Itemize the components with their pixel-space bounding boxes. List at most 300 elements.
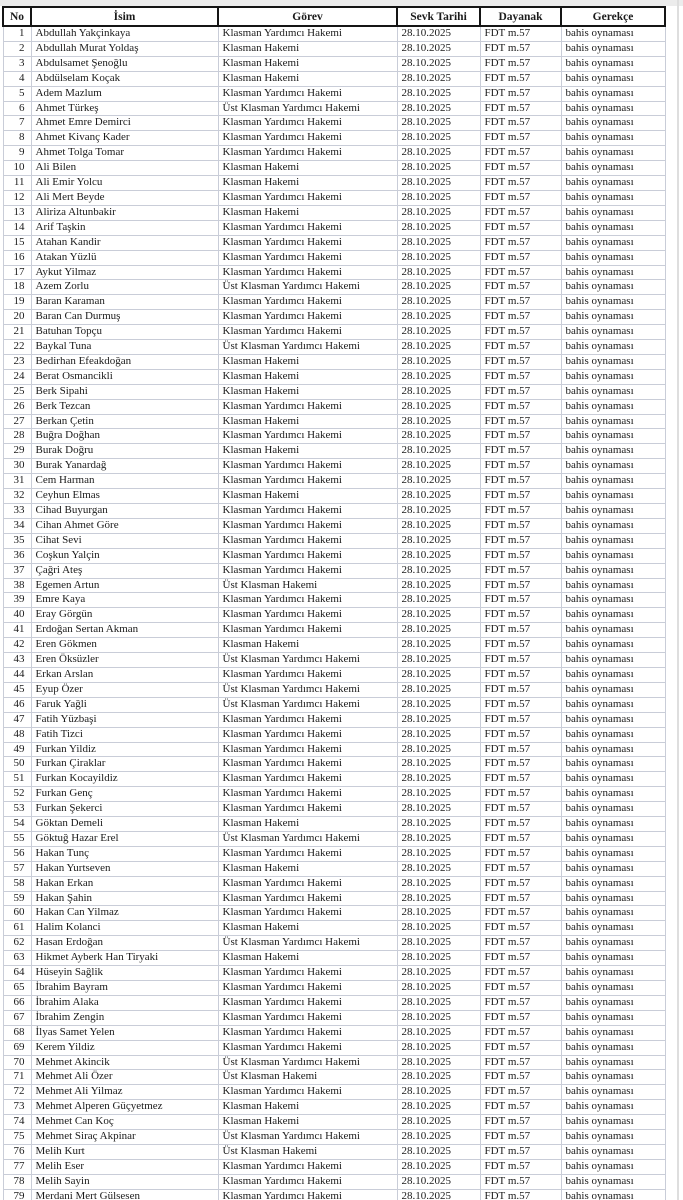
cell-gerekce: bahis oynaması <box>561 310 665 325</box>
cell-dayanak: FDT m.57 <box>480 593 561 608</box>
cell-isim: Eren Gökmen <box>31 638 218 653</box>
cell-gerekce: bahis oynaması <box>561 340 665 355</box>
cell-gerekce: bahis oynaması <box>561 444 665 459</box>
cell-gerekce: bahis oynaması <box>561 161 665 176</box>
cell-gerekce: bahis oynaması <box>561 1025 665 1040</box>
cell-gerekce: bahis oynaması <box>561 1070 665 1085</box>
cell-isim: Batuhan Topçu <box>31 325 218 340</box>
table-row <box>3 414 665 429</box>
cell-dayanak: FDT m.57 <box>480 131 561 146</box>
cell-isim: Abdullah Murat Yoldaş <box>31 41 218 56</box>
cell-sevk-tarihi: 28.10.2025 <box>397 1174 480 1189</box>
cell-dayanak: FDT m.57 <box>480 682 561 697</box>
cell-gorev: Klasman Yardımcı Hakemi <box>218 235 397 250</box>
cell-gorev: Klasman Yardımcı Hakemi <box>218 995 397 1010</box>
cell-dayanak: FDT m.57 <box>480 101 561 116</box>
cell-isim: Mehmet Akincik <box>31 1055 218 1070</box>
table-row <box>3 712 665 727</box>
cell-dayanak: FDT m.57 <box>480 802 561 817</box>
cell-no: 8 <box>3 131 31 146</box>
cell-no: 70 <box>3 1055 31 1070</box>
table-row <box>3 161 665 176</box>
cell-no: 71 <box>3 1070 31 1085</box>
cell-gorev: Klasman Yardımcı Hakemi <box>218 86 397 101</box>
cell-no: 16 <box>3 250 31 265</box>
cell-sevk-tarihi: 28.10.2025 <box>397 190 480 205</box>
cell-gerekce: bahis oynaması <box>561 921 665 936</box>
cell-dayanak: FDT m.57 <box>480 26 561 41</box>
table-row <box>3 578 665 593</box>
cell-isim: Mehmet Siraç Akpinar <box>31 1130 218 1145</box>
cell-gerekce: bahis oynaması <box>561 26 665 41</box>
cell-gerekce: bahis oynaması <box>561 280 665 295</box>
cell-no: 46 <box>3 697 31 712</box>
cell-isim: Ali Bilen <box>31 161 218 176</box>
table-row <box>3 205 665 220</box>
cell-gerekce: bahis oynaması <box>561 638 665 653</box>
cell-no: 18 <box>3 280 31 295</box>
cell-isim: Mehmet Can Koç <box>31 1115 218 1130</box>
cell-gorev: Klasman Yardımcı Hakemi <box>218 459 397 474</box>
cell-sevk-tarihi: 28.10.2025 <box>397 712 480 727</box>
cell-sevk-tarihi: 28.10.2025 <box>397 638 480 653</box>
cell-dayanak: FDT m.57 <box>480 846 561 861</box>
cell-sevk-tarihi: 28.10.2025 <box>397 235 480 250</box>
cell-gorev: Klasman Hakemi <box>218 951 397 966</box>
cell-dayanak: FDT m.57 <box>480 936 561 951</box>
cell-gorev: Klasman Yardımcı Hakemi <box>218 548 397 563</box>
cell-gerekce: bahis oynaması <box>561 727 665 742</box>
cell-gorev: Klasman Yardımcı Hakemi <box>218 1174 397 1189</box>
cell-sevk-tarihi: 28.10.2025 <box>397 146 480 161</box>
cell-isim: Hakan Şahin <box>31 891 218 906</box>
table-row <box>3 265 665 280</box>
cell-no: 6 <box>3 101 31 116</box>
cell-gorev: Klasman Yardımcı Hakemi <box>218 146 397 161</box>
table-row <box>3 667 665 682</box>
cell-gerekce: bahis oynaması <box>561 1010 665 1025</box>
cell-gorev: Klasman Yardımcı Hakemi <box>218 742 397 757</box>
cell-gerekce: bahis oynaması <box>561 891 665 906</box>
cell-no: 37 <box>3 563 31 578</box>
cell-isim: Faruk Yağli <box>31 697 218 712</box>
cell-gorev: Klasman Hakemi <box>218 444 397 459</box>
page-edge-line <box>677 0 679 1200</box>
cell-no: 29 <box>3 444 31 459</box>
cell-sevk-tarihi: 28.10.2025 <box>397 1130 480 1145</box>
cell-gorev: Üst Klasman Yardımcı Hakemi <box>218 280 397 295</box>
table-row <box>3 936 665 951</box>
table-row <box>3 757 665 772</box>
cell-no: 26 <box>3 399 31 414</box>
cell-no: 36 <box>3 548 31 563</box>
table-row <box>3 295 665 310</box>
cell-no: 67 <box>3 1010 31 1025</box>
cell-gerekce: bahis oynaması <box>561 742 665 757</box>
cell-isim: İbrahim Alaka <box>31 995 218 1010</box>
cell-sevk-tarihi: 28.10.2025 <box>397 220 480 235</box>
cell-isim: Hakan Erkan <box>31 876 218 891</box>
cell-sevk-tarihi: 28.10.2025 <box>397 697 480 712</box>
cell-dayanak: FDT m.57 <box>480 474 561 489</box>
cell-gerekce: bahis oynaması <box>561 772 665 787</box>
cell-dayanak: FDT m.57 <box>480 787 561 802</box>
table-row <box>3 250 665 265</box>
cell-gorev: Klasman Yardımcı Hakemi <box>218 116 397 131</box>
table-row <box>3 56 665 71</box>
cell-isim: Eyup Özer <box>31 682 218 697</box>
cell-sevk-tarihi: 28.10.2025 <box>397 116 480 131</box>
cell-dayanak: FDT m.57 <box>480 533 561 548</box>
cell-sevk-tarihi: 28.10.2025 <box>397 608 480 623</box>
cell-gerekce: bahis oynaması <box>561 325 665 340</box>
cell-isim: Hikmet Ayberk Han Tiryaki <box>31 951 218 966</box>
table-row <box>3 876 665 891</box>
cell-gerekce: bahis oynaması <box>561 861 665 876</box>
cell-isim: Ahmet Türkeş <box>31 101 218 116</box>
cell-gorev: Klasman Yardımcı Hakemi <box>218 1040 397 1055</box>
cell-gerekce: bahis oynaması <box>561 265 665 280</box>
cell-gerekce: bahis oynaması <box>561 608 665 623</box>
cell-gorev: Klasman Hakemi <box>218 1100 397 1115</box>
cell-no: 59 <box>3 891 31 906</box>
cell-sevk-tarihi: 28.10.2025 <box>397 280 480 295</box>
cell-no: 5 <box>3 86 31 101</box>
table-row <box>3 697 665 712</box>
cell-gerekce: bahis oynaması <box>561 846 665 861</box>
cell-sevk-tarihi: 28.10.2025 <box>397 474 480 489</box>
table-row <box>3 86 665 101</box>
table-row <box>3 817 665 832</box>
table-row <box>3 1144 665 1159</box>
cell-sevk-tarihi: 28.10.2025 <box>397 429 480 444</box>
cell-gerekce: bahis oynaması <box>561 906 665 921</box>
cell-isim: Furkan Şekerci <box>31 802 218 817</box>
table-row <box>3 235 665 250</box>
cell-dayanak: FDT m.57 <box>480 340 561 355</box>
cell-dayanak: FDT m.57 <box>480 176 561 191</box>
cell-gorev: Üst Klasman Yardımcı Hakemi <box>218 653 397 668</box>
cell-dayanak: FDT m.57 <box>480 653 561 668</box>
cell-sevk-tarihi: 28.10.2025 <box>397 981 480 996</box>
table-row <box>3 429 665 444</box>
table-row <box>3 1159 665 1174</box>
cell-gerekce: bahis oynaması <box>561 1144 665 1159</box>
cell-sevk-tarihi: 28.10.2025 <box>397 71 480 86</box>
cell-sevk-tarihi: 28.10.2025 <box>397 325 480 340</box>
cell-gorev: Klasman Yardımcı Hakemi <box>218 26 397 41</box>
cell-dayanak: FDT m.57 <box>480 235 561 250</box>
cell-dayanak: FDT m.57 <box>480 1174 561 1189</box>
cell-isim: Atahan Kandir <box>31 235 218 250</box>
cell-sevk-tarihi: 28.10.2025 <box>397 1010 480 1025</box>
cell-sevk-tarihi: 28.10.2025 <box>397 340 480 355</box>
cell-isim: Furkan Yildiz <box>31 742 218 757</box>
cell-isim: Hüseyin Sağlik <box>31 966 218 981</box>
cell-isim: Furkan Genç <box>31 787 218 802</box>
cell-dayanak: FDT m.57 <box>480 429 561 444</box>
cell-dayanak: FDT m.57 <box>480 966 561 981</box>
cell-gorev: Klasman Yardımcı Hakemi <box>218 295 397 310</box>
cell-dayanak: FDT m.57 <box>480 41 561 56</box>
table-row <box>3 861 665 876</box>
cell-gerekce: bahis oynaması <box>561 593 665 608</box>
table-row <box>3 653 665 668</box>
cell-no: 28 <box>3 429 31 444</box>
cell-dayanak: FDT m.57 <box>480 697 561 712</box>
cell-sevk-tarihi: 28.10.2025 <box>397 861 480 876</box>
cell-isim: Abdülselam Koçak <box>31 71 218 86</box>
cell-dayanak: FDT m.57 <box>480 981 561 996</box>
cell-gerekce: bahis oynaması <box>561 1055 665 1070</box>
cell-sevk-tarihi: 28.10.2025 <box>397 131 480 146</box>
cell-no: 13 <box>3 205 31 220</box>
table-row <box>3 399 665 414</box>
cell-isim: Furkan Kocayildiz <box>31 772 218 787</box>
cell-no: 15 <box>3 235 31 250</box>
cell-dayanak: FDT m.57 <box>480 817 561 832</box>
cell-gorev: Üst Klasman Hakemi <box>218 1144 397 1159</box>
cell-gorev: Klasman Yardımcı Hakemi <box>218 474 397 489</box>
table-row <box>3 682 665 697</box>
cell-no: 77 <box>3 1159 31 1174</box>
table-row <box>3 489 665 504</box>
cell-gorev: Klasman Hakemi <box>218 921 397 936</box>
cell-dayanak: FDT m.57 <box>480 146 561 161</box>
cell-gerekce: bahis oynaması <box>561 995 665 1010</box>
table-row <box>3 1100 665 1115</box>
cell-isim: Hakan Can Yilmaz <box>31 906 218 921</box>
cell-no: 39 <box>3 593 31 608</box>
cell-gorev: Üst Klasman Hakemi <box>218 578 397 593</box>
cell-sevk-tarihi: 28.10.2025 <box>397 742 480 757</box>
cell-gorev: Klasman Yardımcı Hakemi <box>218 623 397 638</box>
cell-gorev: Üst Klasman Yardımcı Hakemi <box>218 697 397 712</box>
cell-no: 56 <box>3 846 31 861</box>
cell-gerekce: bahis oynaması <box>561 682 665 697</box>
table-header <box>3 7 665 26</box>
cell-isim: Hasan Erdoğan <box>31 936 218 951</box>
table-row <box>3 369 665 384</box>
cell-gerekce: bahis oynaması <box>561 981 665 996</box>
cell-gerekce: bahis oynaması <box>561 131 665 146</box>
cell-isim: Abdulsamet Şenoğlu <box>31 56 218 71</box>
cell-sevk-tarihi: 28.10.2025 <box>397 369 480 384</box>
cell-no: 50 <box>3 757 31 772</box>
cell-no: 48 <box>3 727 31 742</box>
cell-isim: Melih Sayin <box>31 1174 218 1189</box>
cell-no: 61 <box>3 921 31 936</box>
cell-dayanak: FDT m.57 <box>480 1100 561 1115</box>
cell-gerekce: bahis oynaması <box>561 817 665 832</box>
cell-sevk-tarihi: 28.10.2025 <box>397 563 480 578</box>
cell-gerekce: bahis oynaması <box>561 787 665 802</box>
cell-sevk-tarihi: 28.10.2025 <box>397 265 480 280</box>
cell-isim: Arif Taşkin <box>31 220 218 235</box>
cell-sevk-tarihi: 28.10.2025 <box>397 176 480 191</box>
table-row <box>3 906 665 921</box>
cell-dayanak: FDT m.57 <box>480 623 561 638</box>
cell-gerekce: bahis oynaması <box>561 518 665 533</box>
table-row <box>3 41 665 56</box>
table-row <box>3 71 665 86</box>
cell-no: 31 <box>3 474 31 489</box>
cell-no: 65 <box>3 981 31 996</box>
cell-gorev: Üst Klasman Yardımcı Hakemi <box>218 936 397 951</box>
cell-gorev: Klasman Hakemi <box>218 354 397 369</box>
cell-gerekce: bahis oynaması <box>561 414 665 429</box>
cell-sevk-tarihi: 28.10.2025 <box>397 86 480 101</box>
cell-dayanak: FDT m.57 <box>480 295 561 310</box>
cell-isim: Buğra Doğhan <box>31 429 218 444</box>
cell-sevk-tarihi: 28.10.2025 <box>397 414 480 429</box>
cell-no: 4 <box>3 71 31 86</box>
cell-sevk-tarihi: 28.10.2025 <box>397 787 480 802</box>
cell-gorev: Üst Klasman Yardımcı Hakemi <box>218 101 397 116</box>
cell-gerekce: bahis oynaması <box>561 548 665 563</box>
cell-gerekce: bahis oynaması <box>561 1174 665 1189</box>
cell-isim: Mehmet Alperen Güçyetmez <box>31 1100 218 1115</box>
table-row <box>3 533 665 548</box>
cell-isim: Fatih Yüzbaşi <box>31 712 218 727</box>
cell-no: 40 <box>3 608 31 623</box>
cell-isim: Mehmet Ali Özer <box>31 1070 218 1085</box>
cell-isim: Ceyhun Elmas <box>31 489 218 504</box>
cell-sevk-tarihi: 28.10.2025 <box>397 444 480 459</box>
cell-no: 51 <box>3 772 31 787</box>
cell-no: 21 <box>3 325 31 340</box>
cell-sevk-tarihi: 28.10.2025 <box>397 951 480 966</box>
cell-gerekce: bahis oynaması <box>561 1159 665 1174</box>
cell-dayanak: FDT m.57 <box>480 71 561 86</box>
cell-isim: Eray Görgün <box>31 608 218 623</box>
cell-gorev: Klasman Yardımcı Hakemi <box>218 593 397 608</box>
cell-sevk-tarihi: 28.10.2025 <box>397 101 480 116</box>
cell-gerekce: bahis oynaması <box>561 533 665 548</box>
table-row <box>3 1130 665 1145</box>
cell-no: 7 <box>3 116 31 131</box>
cell-dayanak: FDT m.57 <box>480 861 561 876</box>
table-row <box>3 444 665 459</box>
table-row <box>3 1025 665 1040</box>
cell-dayanak: FDT m.57 <box>480 116 561 131</box>
cell-gerekce: bahis oynaması <box>561 41 665 56</box>
cell-no: 23 <box>3 354 31 369</box>
cell-dayanak: FDT m.57 <box>480 280 561 295</box>
cell-no: 32 <box>3 489 31 504</box>
cell-gerekce: bahis oynaması <box>561 489 665 504</box>
cell-gerekce: bahis oynaması <box>561 563 665 578</box>
cell-gorev: Klasman Yardımcı Hakemi <box>218 876 397 891</box>
table-row <box>3 220 665 235</box>
cell-dayanak: FDT m.57 <box>480 220 561 235</box>
cell-dayanak: FDT m.57 <box>480 1040 561 1055</box>
cell-no: 47 <box>3 712 31 727</box>
cell-isim: Ali Emir Yolcu <box>31 176 218 191</box>
cell-gorev: Klasman Yardımcı Hakemi <box>218 429 397 444</box>
cell-dayanak: FDT m.57 <box>480 265 561 280</box>
cell-gorev: Klasman Yardımcı Hakemi <box>218 667 397 682</box>
cell-gorev: Klasman Hakemi <box>218 817 397 832</box>
cell-gerekce: bahis oynaması <box>561 578 665 593</box>
table-row <box>3 623 665 638</box>
cell-isim: Hakan Tunç <box>31 846 218 861</box>
table-row <box>3 891 665 906</box>
cell-sevk-tarihi: 28.10.2025 <box>397 161 480 176</box>
cell-sevk-tarihi: 28.10.2025 <box>397 995 480 1010</box>
cell-isim: Baran Can Durmuş <box>31 310 218 325</box>
cell-dayanak: FDT m.57 <box>480 369 561 384</box>
cell-gerekce: bahis oynaması <box>561 831 665 846</box>
cell-isim: Coşkun Yalçin <box>31 548 218 563</box>
cell-gerekce: bahis oynaması <box>561 190 665 205</box>
table-row <box>3 26 665 41</box>
cell-no: 17 <box>3 265 31 280</box>
cell-gerekce: bahis oynaması <box>561 876 665 891</box>
cell-isim: Göktuğ Hazar Erel <box>31 831 218 846</box>
cell-gerekce: bahis oynaması <box>561 86 665 101</box>
table-row <box>3 459 665 474</box>
cell-no: 20 <box>3 310 31 325</box>
cell-no: 30 <box>3 459 31 474</box>
cell-sevk-tarihi: 28.10.2025 <box>397 354 480 369</box>
cell-no: 3 <box>3 56 31 71</box>
cell-sevk-tarihi: 28.10.2025 <box>397 504 480 519</box>
cell-gorev: Klasman Yardımcı Hakemi <box>218 310 397 325</box>
cell-isim: Emre Kaya <box>31 593 218 608</box>
cell-isim: Ali Mert Beyde <box>31 190 218 205</box>
table-row <box>3 1055 665 1070</box>
cell-dayanak: FDT m.57 <box>480 1085 561 1100</box>
cell-no: 76 <box>3 1144 31 1159</box>
cell-sevk-tarihi: 28.10.2025 <box>397 384 480 399</box>
cell-gorev: Klasman Yardımcı Hakemi <box>218 787 397 802</box>
cell-sevk-tarihi: 28.10.2025 <box>397 205 480 220</box>
cell-sevk-tarihi: 28.10.2025 <box>397 802 480 817</box>
table-row <box>3 846 665 861</box>
cell-dayanak: FDT m.57 <box>480 86 561 101</box>
cell-gorev: Klasman Yardımcı Hakemi <box>218 608 397 623</box>
cell-sevk-tarihi: 28.10.2025 <box>397 489 480 504</box>
cell-dayanak: FDT m.57 <box>480 951 561 966</box>
cell-gorev: Klasman Yardımcı Hakemi <box>218 250 397 265</box>
table-row <box>3 354 665 369</box>
cell-sevk-tarihi: 28.10.2025 <box>397 1040 480 1055</box>
cell-no: 54 <box>3 817 31 832</box>
cell-dayanak: FDT m.57 <box>480 1055 561 1070</box>
cell-isim: Erdoğan Sertan Akman <box>31 623 218 638</box>
cell-gerekce: bahis oynaması <box>561 235 665 250</box>
cell-dayanak: FDT m.57 <box>480 504 561 519</box>
table-row <box>3 518 665 533</box>
cell-isim: Baran Karaman <box>31 295 218 310</box>
cell-dayanak: FDT m.57 <box>480 205 561 220</box>
cell-isim: Cihad Buyurgan <box>31 504 218 519</box>
cell-dayanak: FDT m.57 <box>480 831 561 846</box>
table-row <box>3 116 665 131</box>
cell-isim: Kerem Yildiz <box>31 1040 218 1055</box>
table-row <box>3 1189 665 1200</box>
cell-dayanak: FDT m.57 <box>480 190 561 205</box>
cell-isim: Cihan Ahmet Göre <box>31 518 218 533</box>
table-row <box>3 742 665 757</box>
cell-sevk-tarihi: 28.10.2025 <box>397 518 480 533</box>
table-row <box>3 966 665 981</box>
cell-isim: Erkan Arslan <box>31 667 218 682</box>
cell-dayanak: FDT m.57 <box>480 161 561 176</box>
table-row <box>3 1040 665 1055</box>
cell-gorev: Klasman Yardımcı Hakemi <box>218 1025 397 1040</box>
